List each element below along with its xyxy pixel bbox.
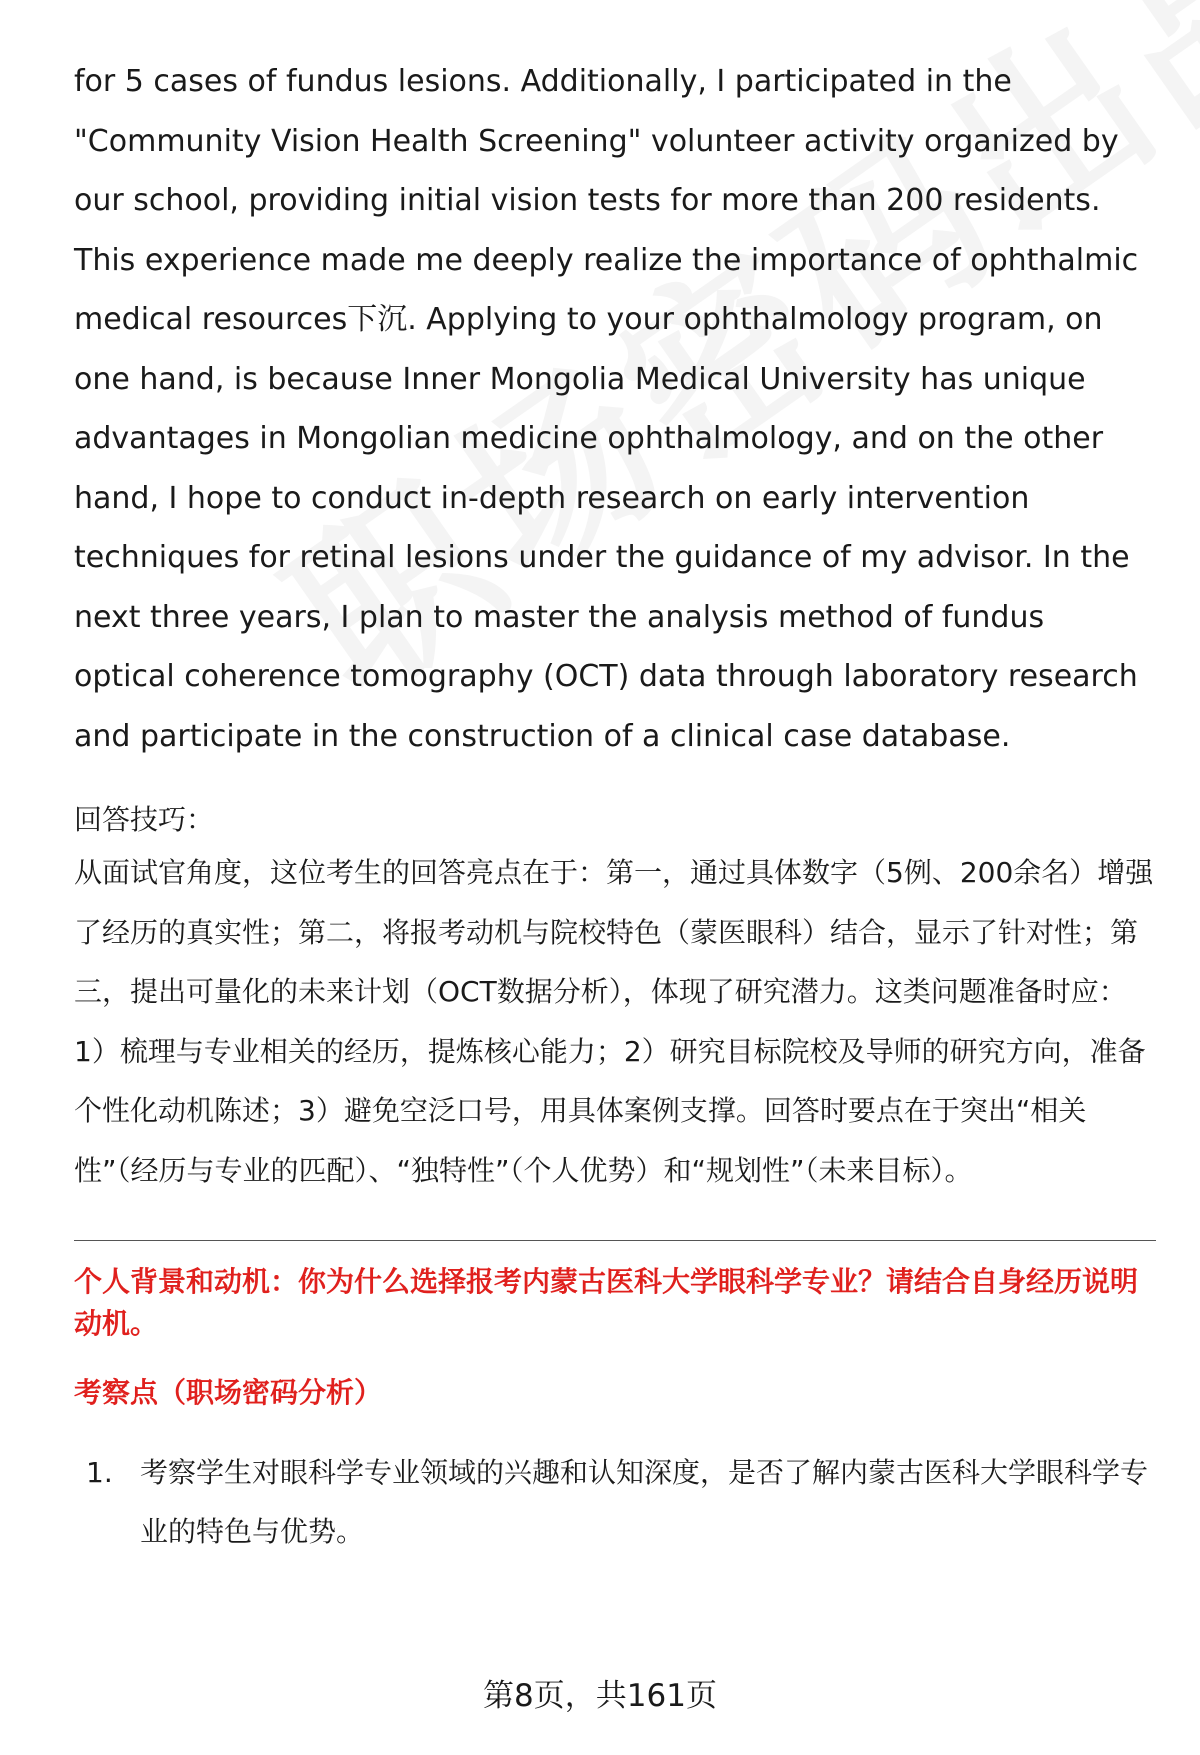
exam-point-list bbox=[74, 1443, 1154, 1561]
page-number-footer: 第8页，共161页 bbox=[483, 1678, 717, 1714]
tips-heading: 回答技巧： bbox=[74, 803, 215, 836]
section-divider bbox=[74, 1240, 1156, 1241]
exam-point-heading: 考察点（职场密码分析） bbox=[74, 1376, 383, 1409]
list-item-text: 考察学生对眼科学专业领域的兴趣和认知深度，是否了解内蒙古医科大学眼科学专业的特色与优势。 bbox=[140, 1456, 1149, 1548]
list-item-number: 1. bbox=[86, 1456, 113, 1489]
interview-question: 个人背景和动机：你为什么选择报考内蒙古医科大学眼科学专业？请结合自身经历说明动机。 bbox=[74, 1265, 1139, 1340]
page-content bbox=[74, 52, 1154, 1561]
tips-body: 从面试官角度，这位考生的回答亮点在于：第一，通过具体数字（5例、200余名）增强了经历的真实性；第二，将报考动机与院校特色（蒙医眼科）结合，显示了针对性；第三，提出可量化的未来计划（OCT数据分析），体现了研究潜力。这类问题准备时应：1）梳理与专业相关的经历，提炼核心能力；2）研究目标院校及导师的研究方向，准备个性化动机陈述；3）避免空泛口号，用具体案例支撑。回答时要点在于突出“相关性”（经历与专业的匹配）、“独特性”（个人优势）和“规划性”（未来目标）。 bbox=[74, 856, 1154, 1187]
english-answer-paragraph: for 5 cases of fundus lesions. Additionally, I participated in the "Community Vision Health Screening" volunteer activity organized by our school, providing initial vision tests for more than 200 residents. This experience made me deeply realize the importance of ophthalmic medical resources下沉. Applying to your ophthalmology program, on one hand, is because Inner Mongolia Medical University has unique advantages in Mongolian medicine ophthalmology, and on the other hand, I hope to conduct in-depth research on early intervention techniques for retinal lesions under the guidance of my advisor. In the next three years, I plan to master the analysis method of fundus optical coherence tomography (OCT) data through laboratory research and participate in the construction of a clinical case database. bbox=[74, 64, 1139, 754]
list-item bbox=[74, 1443, 1154, 1561]
